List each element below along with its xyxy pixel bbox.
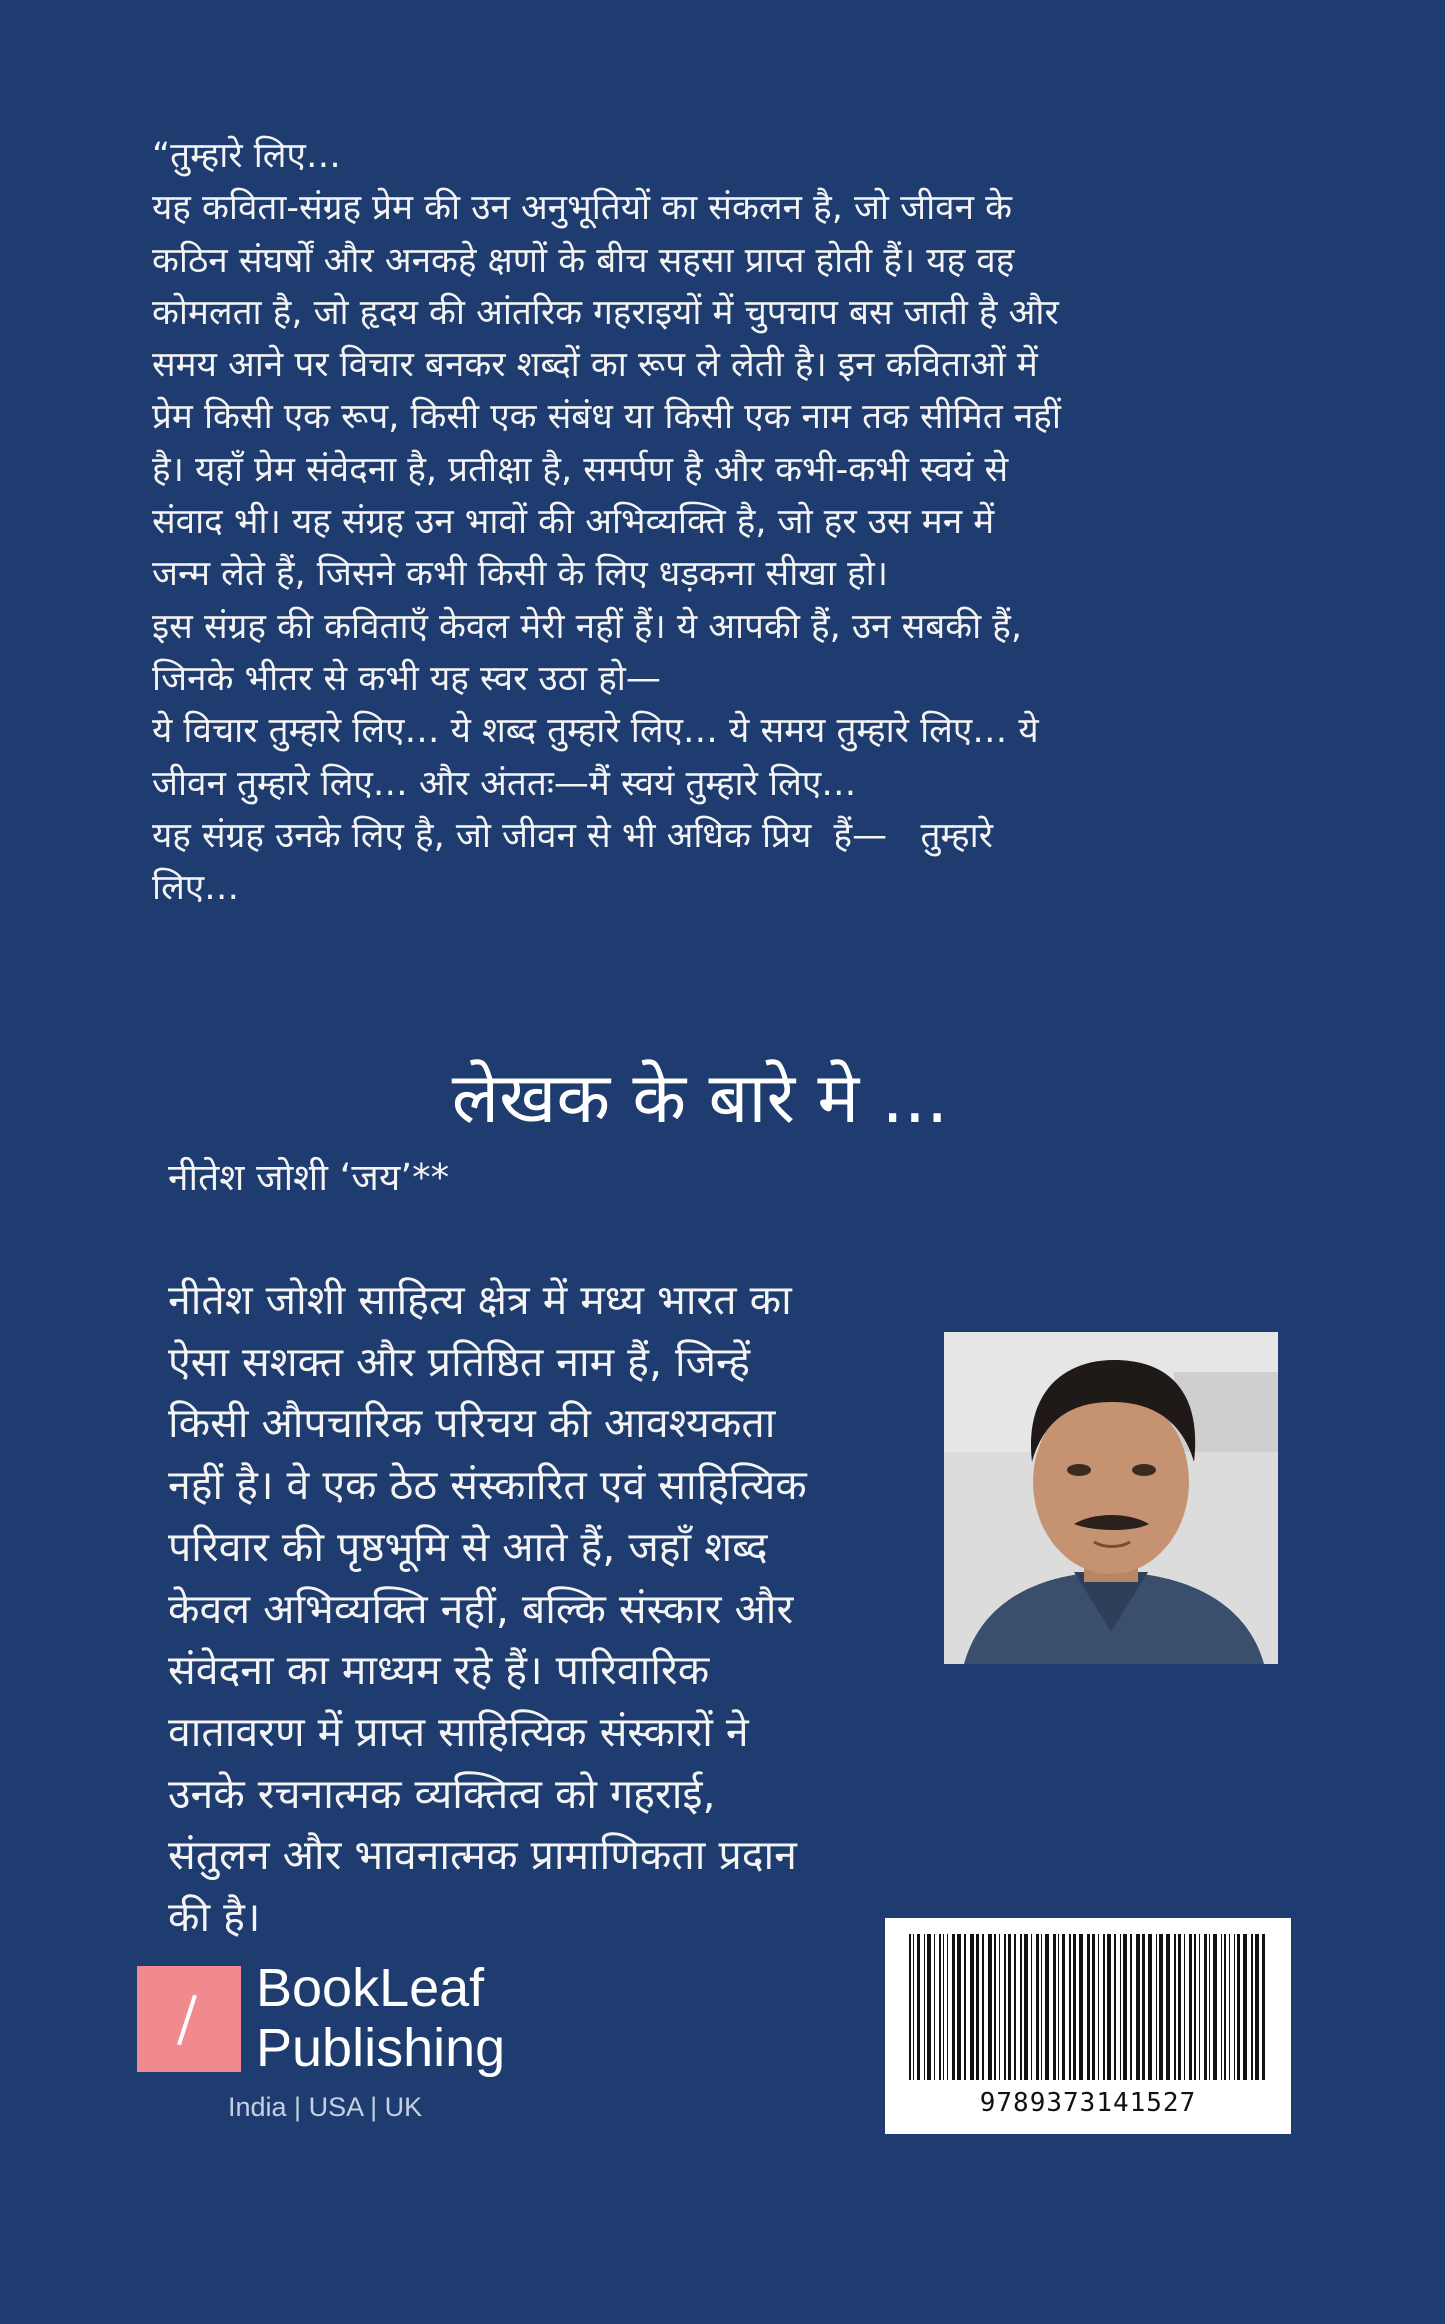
barcode-bar [952, 1934, 955, 2080]
barcode-bar [1014, 1934, 1016, 2080]
barcode-bar [1199, 1934, 1200, 2080]
publisher-logo-text [256, 1958, 505, 2078]
barcode-bar [1058, 1934, 1059, 2080]
blurb-line: समय आने पर विचार बनकर शब्दों का रूप ले लेती है। इन कविताओं में [152, 345, 1038, 386]
barcode-bar [1255, 1934, 1259, 2080]
isbn-barcode [885, 1918, 1291, 2134]
barcode-bar [1178, 1934, 1181, 2080]
barcode-bar [1123, 1934, 1127, 2080]
bio-line: नीतेश जोशी साहित्य क्षेत्र में मध्य भारत का [168, 1276, 792, 1324]
bio-line: संतुलन और भावनात्मक प्रामाणिकता प्रदान [168, 1831, 797, 1880]
barcode-bar [1156, 1934, 1157, 2080]
barcode-bar [1036, 1934, 1039, 2080]
barcode-bar [917, 1934, 920, 2080]
barcode-bar [994, 1934, 996, 2080]
blurb-line: लिए… [152, 868, 240, 909]
author-name: नीतेश जोशी ‘जय’** [168, 1156, 450, 1199]
barcode-bar [999, 1934, 1000, 2080]
barcode-bar [913, 1934, 914, 2080]
publisher-name-line1: BookLeaf [256, 1958, 485, 2018]
bio-line: केवल अभिव्यक्ति नहीं, बल्कि संस्कार और [168, 1584, 794, 1633]
barcode-bar [1148, 1934, 1152, 2080]
barcode-bar [976, 1934, 979, 2080]
bio-line: उनके रचनात्मक व्यक्तित्व को गहराई, [168, 1769, 716, 1818]
barcode-bar [1136, 1934, 1140, 2080]
bio-line: की है। [168, 1893, 261, 1942]
barcode-bar [909, 1934, 911, 2080]
bio-line: परिवार की पृष्ठभूमि से आते हैं, जहाँ शब्द [168, 1522, 768, 1571]
barcode-bar [982, 1934, 984, 2080]
bio-line: वातावरण में प्राप्त साहित्यिक संस्कारों ने [168, 1707, 749, 1756]
barcode-bar [927, 1934, 931, 2080]
barcode-bar [1194, 1934, 1196, 2080]
barcode-bar [1130, 1934, 1132, 2080]
barcode-bar [1142, 1934, 1145, 2080]
back-cover-blurb [152, 130, 1162, 914]
barcode-bar [1174, 1934, 1176, 2080]
barcode-bar [1159, 1934, 1163, 2080]
blurb-line: कोमलता है, जो हृदय की आंतरिक गहराइयों में चुपचाप बस जाती है और [152, 292, 1059, 333]
publisher-name-line2: Publishing [256, 2018, 506, 2078]
barcode-bar [1209, 1934, 1210, 2080]
author-portrait-illustration [944, 1332, 1278, 1664]
barcode-bar [1087, 1934, 1090, 2080]
blurb-line: यह कविता-संग्रह प्रेम की उन अनुभूतियों का संकलन है, जो जीवन के [152, 188, 1013, 229]
barcode-bar [1234, 1934, 1235, 2080]
publisher-logo-mark [137, 1966, 241, 2072]
barcode-bar [1041, 1934, 1042, 2080]
blurb-line: प्रेम किसी एक रूप, किसी एक संबंध या किसी एक नाम तक सीमित नहीं [152, 397, 1061, 438]
barcode-bar [1092, 1934, 1095, 2080]
barcode-bar [1004, 1934, 1006, 2080]
barcode-bar [947, 1934, 948, 2080]
barcode-bar [939, 1934, 941, 2080]
about-author-heading: लेखक के बारे मे ... [451, 1057, 949, 1139]
barcode-bar [1237, 1934, 1240, 2080]
blurb-line: ये विचार तुम्हारे लिए… ये शब्द तुम्हारे लिए… ये समय तुम्हारे लिए… ये [152, 711, 1039, 752]
barcode-bar [964, 1934, 966, 2080]
barcode-bar [934, 1934, 935, 2080]
blurb-line: यह संग्रह उनके लिए है, जो जीवन से भी अधिक प्रिय हैं— तुम्हारे [152, 815, 993, 856]
bio-line: किसी औपचारिक परिचय की आवश्यकता [168, 1399, 776, 1448]
barcode-bar [1079, 1934, 1083, 2080]
barcode-bars [905, 1934, 1271, 2080]
barcode-bar [1053, 1934, 1056, 2080]
barcode-bar [1024, 1934, 1028, 2080]
barcode-bar [1229, 1934, 1230, 2080]
barcode-bar [1008, 1934, 1011, 2080]
barcode-bar [1251, 1934, 1253, 2080]
barcode-bar [924, 1934, 925, 2080]
barcode-bar [1262, 1934, 1265, 2080]
blurb-line: जिनके भीतर से कभी यह स्वर उठा हो— [152, 658, 661, 699]
barcode-bar [1031, 1934, 1032, 2080]
author-photo [944, 1332, 1278, 1664]
barcode-bar [970, 1934, 974, 2080]
blurb-line: जीवन तुम्हारे लिए… और अंततः—मैं स्वयं तुम्हारे लिए… [152, 763, 857, 804]
barcode-bar [1114, 1934, 1116, 2080]
barcode-bar [1166, 1934, 1170, 2080]
barcode-bar [1120, 1934, 1121, 2080]
barcode-bar [1069, 1934, 1071, 2080]
blurb-line: संवाद भी। यह संग्रह उन भावों की अभिव्यक्ति है, जो हर उस मन में [152, 502, 995, 543]
author-bio [168, 1270, 928, 1949]
barcode-bar [1107, 1934, 1111, 2080]
isbn-number: 9789373141527 [979, 2088, 1197, 2118]
blurb-line: “तुम्हारे लिए… [152, 136, 341, 176]
slash-icon [177, 1995, 197, 2046]
barcode-bar [1221, 1934, 1222, 2080]
blurb-line: है। यहाँ प्रेम संवेदना है, प्रतीक्षा है, समर्पण है और कभी-कभी स्वयं से [152, 449, 1009, 490]
barcode-bar [1204, 1934, 1207, 2080]
blurb-line: जन्म लेते हैं, जिसने कभी किसी के लिए धड़कना सीखा हो। [152, 554, 889, 595]
barcode-bar [1020, 1934, 1022, 2080]
barcode-bar [1213, 1934, 1217, 2080]
barcode-bar [1243, 1934, 1247, 2080]
barcode-bar [957, 1934, 961, 2080]
bio-line: नहीं है। वे एक ठेठ संस्कारित एवं साहित्यिक [168, 1461, 807, 1510]
barcode-bar [1103, 1934, 1105, 2080]
barcode-bar [1098, 1934, 1099, 2080]
barcode-bar [943, 1934, 944, 2080]
barcode-bar [1189, 1934, 1192, 2080]
barcode-bar [1224, 1934, 1226, 2080]
barcode-bar [1062, 1934, 1065, 2080]
barcode-bar [1045, 1934, 1049, 2080]
blurb-line: इस संग्रह की कविताएँ केवल मेरी नहीं हैं। ये आपकी हैं, उन सबकी हैं, [152, 606, 1022, 647]
bio-line: संवेदना का माध्यम रहे हैं। पारिवारिक [168, 1646, 710, 1695]
blurb-line: कठिन संघर्षों और अनकहे क्षणों के बीच सहसा प्राप्त होती हैं। यह वह [152, 240, 1015, 281]
publisher-regions: India | USA | UK [228, 2092, 423, 2122]
bio-line: ऐसा सशक्त और प्रतिष्ठित नाम हैं, जिन्हें [168, 1337, 751, 1386]
barcode-bar [988, 1934, 992, 2080]
barcode-bar [1073, 1934, 1076, 2080]
barcode-bar [1184, 1934, 1185, 2080]
